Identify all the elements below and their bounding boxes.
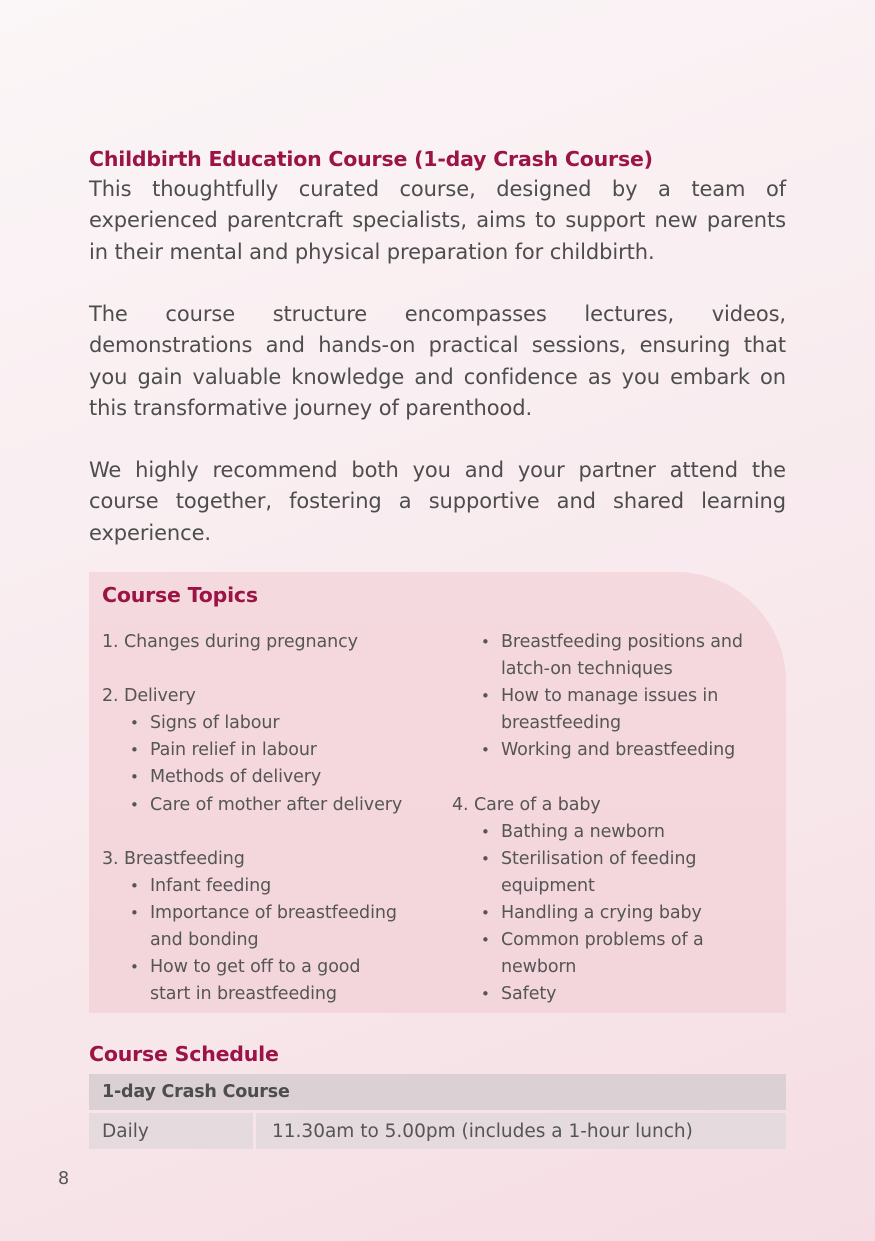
topic-subitem: • Breastfeeding positions and latch-on techniques	[452, 629, 782, 683]
topic-subitem: • Care of mother after delivery	[102, 792, 437, 819]
intro-paragraph: This thoughtfully curated course, designed by a team of experienced parentcraft specialists, aims to support new parents in their mental and physical preparation for childbirth.	[89, 177, 786, 264]
baby-care-sublist	[452, 819, 782, 1009]
topic-subitem: • Working and breastfeeding	[452, 737, 782, 764]
topic-subitem: • How to manage issues in breastfeeding	[452, 683, 782, 737]
topics-column-left	[102, 629, 437, 1008]
topic-item: 3. Breastfeeding	[102, 848, 245, 869]
schedule-time-cell: 11.30am to 5.00pm (includes a 1-hour lunch)	[256, 1113, 786, 1149]
course-topics-panel	[89, 572, 786, 1013]
course-title: Childbirth Education Course (1-day Crash Course)	[89, 147, 653, 171]
topic-item: 2. Delivery	[102, 686, 196, 707]
topic-subitem: • How to get off to a good start in breastfeeding	[102, 954, 437, 1008]
breastfeeding-sublist-continued	[452, 629, 782, 764]
topic-subitem: • Common problems of a newborn	[452, 927, 782, 981]
delivery-sublist	[102, 710, 437, 818]
structure-paragraph: The course structure encompasses lectures, videos, demonstrations and hands-on practical sessions, ensuring that you gain valuable knowledge and confidence as you embark on this transformative journey of parenthood.	[89, 302, 786, 421]
topic-subitem: • Handling a crying baby	[452, 900, 782, 927]
schedule-table	[89, 1074, 786, 1149]
course-schedule-heading: Course Schedule	[89, 1042, 279, 1066]
topic-subitem: • Methods of delivery	[102, 764, 437, 791]
topic-subitem: • Sterilisation of feeding equipment	[452, 846, 782, 900]
topic-item: 1. Changes during pregnancy	[102, 632, 358, 652]
breastfeeding-sublist	[102, 873, 437, 1008]
schedule-table-header: 1-day Crash Course	[89, 1074, 786, 1110]
topic-item: 4. Care of a baby	[452, 794, 601, 815]
topic-subitem: • Infant feeding	[102, 873, 437, 900]
topic-subitem: • Safety	[452, 981, 782, 1008]
topics-column-right	[452, 629, 782, 1008]
page-number: 8	[58, 1169, 70, 1189]
course-topics-heading: Course Topics	[102, 583, 258, 607]
topic-subitem: • Importance of breastfeeding and bonding	[102, 900, 437, 954]
topic-subitem: • Bathing a newborn	[452, 819, 782, 846]
table-row	[89, 1113, 786, 1149]
recommendation-paragraph: We highly recommend both you and your partner attend the course together, fostering a supportive and shared learning experience.	[89, 458, 786, 545]
topic-subitem: • Signs of labour	[102, 710, 437, 737]
topic-subitem: • Pain relief in labour	[102, 737, 437, 764]
schedule-day-cell: Daily	[89, 1113, 253, 1149]
